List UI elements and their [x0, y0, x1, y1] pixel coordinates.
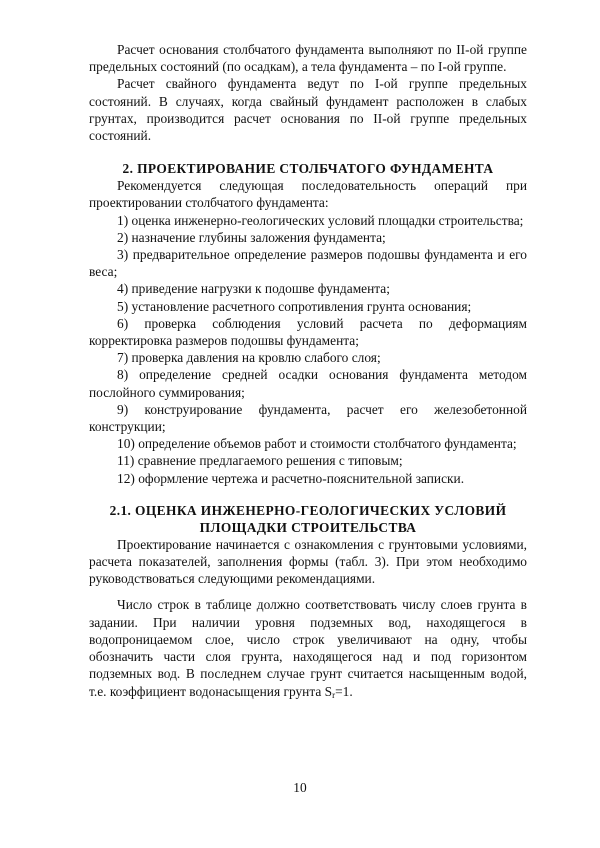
section-2-1-heading-line-1: 2.1. ОЦЕНКА ИНЖЕНЕРНО-ГЕОЛОГИЧЕСКИХ УСЛОВИЙ: [109, 502, 507, 518]
page-content: [89, 41, 527, 704]
page-number: 10: [293, 780, 307, 795]
list-item: 10) определение объемов работ и стоимости столбчатого фундамента;: [117, 436, 517, 452]
section-2-1-heading-line-2: ПЛОЩАДКИ СТРОИТЕЛЬСТВА: [199, 519, 417, 535]
section-2-lead: Рекомендуется следующая последовательность операций при проектировании столбчатого фундамента:: [89, 178, 527, 211]
paragraph-text: Число строк в таблице должно соответствовать числу слоев грунта в задании. При наличии уровня подземных вод, находящегося в водопроницаемом слое, число строк увеличивают на одну, чтобы обозначить части слоя грунта, находящегося над и под горизонтом подземных вод. В последнем случае грунт считается насыщенным водой, т.е. коэффициент водонасыщения грунта S: [89, 597, 527, 699]
list-item: 1) оценка инженерно-геологических условий площадки строительства;: [117, 212, 524, 228]
paragraph-end: =1.: [335, 683, 353, 699]
list-item: 9) конструирование фундамента, расчет его железобетонной конструкции;: [89, 401, 527, 435]
list-item: 2) назначение глубины заложения фундамента;: [117, 229, 386, 245]
section-2-1-paragraph-1: Проектирование начинается с ознакомления с грунтовыми условиями, расчета показателей, заполнения формы (табл. 3). При этом необходимо руководствоваться следующими рекомендациями.: [89, 536, 527, 587]
list-item: 6) проверка соблюдения условий расчета по деформациям корректировка размеров подошвы фундамента;: [89, 315, 527, 349]
subscript-r: r: [332, 689, 336, 700]
list-item: 5) установление расчетного сопротивления грунта основания;: [117, 298, 472, 314]
list-item: 12) оформление чертежа и расчетно-пояснительной записки.: [117, 470, 465, 486]
list-item: 3) предварительное определение размеров подошвы фундамента и его веса;: [89, 247, 527, 280]
section-2-heading: 2. ПРОЕКТИРОВАНИЕ СТОЛБЧАТОГО ФУНДАМЕНТА: [122, 161, 494, 177]
list-item: 11) сравнение предлагаемого решения с типовым;: [117, 453, 403, 469]
intro-paragraph-1: Расчет основания столбчатого фундамента выполняют по II-ой группе предельных состояний (по осадкам), а тела фундамента – по I-ой группе.: [89, 42, 527, 75]
section-2-1-paragraph-2: [89, 596, 527, 703]
list-item: 7) проверка давления на кровлю слабого слоя;: [117, 350, 381, 366]
intro-paragraph-2: Расчет свайного фундамента ведут по I-ой группе предельных состояний. В случаях, когда свайный фундамент расположен в слабых грунтах, производится расчет основания по II-ой группе предельных состояний.: [89, 76, 527, 144]
list-item: 8) определение средней осадки основания фундамента методом послойного суммирования;: [89, 367, 527, 400]
list-item: 4) приведение нагрузки к подошве фундамента;: [117, 281, 390, 297]
